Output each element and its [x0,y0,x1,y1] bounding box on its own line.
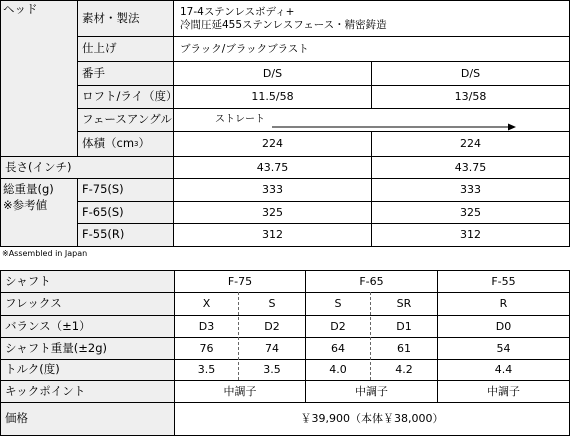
weight-row-value-f65-1: 325 [262,205,283,219]
torque-value-4: 4.2 [395,363,413,377]
volume-value-1: 224 [262,137,283,151]
flex-value-f75-s: S [268,297,276,311]
shaft-weight-value-3: 64 [331,341,345,355]
balance-value-4: D1 [396,319,412,333]
weight-row-value-f55-2: 312 [460,228,481,242]
weight-row-value-f75-2: 333 [460,183,481,197]
shaft-weight-value-4: 61 [397,341,411,355]
weight-row-value-f55-1: 312 [262,228,283,242]
finish-value: ブラック/ブラックブラスト [180,42,309,55]
volume-label-text: 体積（cm [82,136,135,151]
head-section-cell [0,0,77,156]
weight-row-label-f65: F-65(S) [82,204,124,219]
face-angle-value: ストレート [215,114,265,125]
material-label: 素材・製法 [82,10,140,25]
shaft-weight-value-2: 74 [265,341,279,355]
face-angle-label: フェースアングル [82,112,172,127]
flex-value-f65-s: S [334,297,342,311]
flex-value-f65-sr: SR [396,297,412,311]
total-weight-label-line1: 総重量(g) [3,182,54,197]
balance-value-1: D3 [198,319,215,333]
length-label: 長さ(インチ) [5,159,72,174]
shaft-label: シャフト [5,273,51,288]
kickpoint-value-f75: 中調子 [223,384,257,398]
loft-lie-label: ロフト/ライ（度） [82,89,178,104]
total-weight-label [3,179,54,217]
torque-value-1: 3.5 [197,363,216,377]
weight-row-value-f75-1: 333 [262,183,283,197]
shaft-model-f75: F-75 [227,274,253,288]
material-value-line2: 冷間圧延455ステンレスフェース・精密鋳造 [180,18,387,31]
volume-value-2: 224 [460,137,481,151]
kickpoint-value-f55: 中調子 [487,384,520,398]
number-label: 番手 [82,65,105,80]
kickpoint-label: キックポイント [5,383,86,398]
shaft-weight-value-1: 76 [199,341,214,355]
length-value-2: 43.75 [454,160,487,174]
balance-value-5: D0 [495,319,512,333]
price-label: 価格 [5,411,28,426]
flex-label: フレックス [5,296,62,311]
material-value [180,1,387,36]
volume-label [78,132,150,156]
shaft-model-f55: F-55 [491,274,516,288]
weight-row-label-f75: F-75(S) [82,182,124,197]
arrow-right-icon [272,116,516,124]
torque-value-3: 4.0 [329,363,347,377]
head-section-label: ヘッド [3,1,38,16]
volume-label-superscript: 3 [134,139,139,148]
total-weight-label-line2: ※参考値 [3,198,48,212]
length-value-1: 43.75 [256,160,289,174]
kickpoint-value-f65: 中調子 [355,384,388,398]
loft-lie-value-2: 13/58 [454,90,487,104]
weight-row-value-f65-2: 325 [460,205,481,219]
shaft-model-f65: F-65 [359,274,384,288]
balance-value-2: D2 [264,319,280,333]
balance-label: バランス（±1） [5,318,91,333]
number-value-2: D/S [460,66,481,80]
shaft-weight-value-5: 54 [496,341,511,355]
torque-label: トルク(度) [5,362,60,377]
torque-value-5: 4.4 [494,363,513,377]
assembled-footnote: ※Assembled in Japan [2,249,88,259]
flex-value-f75-x: X [202,297,211,311]
number-value-1: D/S [262,66,283,80]
volume-label-close: ） [138,136,150,151]
loft-lie-value-1: 11.5/58 [251,90,294,104]
shaft-weight-label: シャフト重量(±2g) [5,340,107,355]
torque-value-2: 3.5 [263,363,281,377]
flex-value-f55-r: R [499,297,508,311]
price-value: ￥39,900（本体￥38,000） [300,412,444,426]
balance-value-3: D2 [330,319,346,333]
material-value-line1: 17-4ステンレスボディ+ [180,5,295,18]
weight-row-label-f55: F-55(R) [82,227,125,242]
finish-label: 仕上げ [82,41,117,56]
